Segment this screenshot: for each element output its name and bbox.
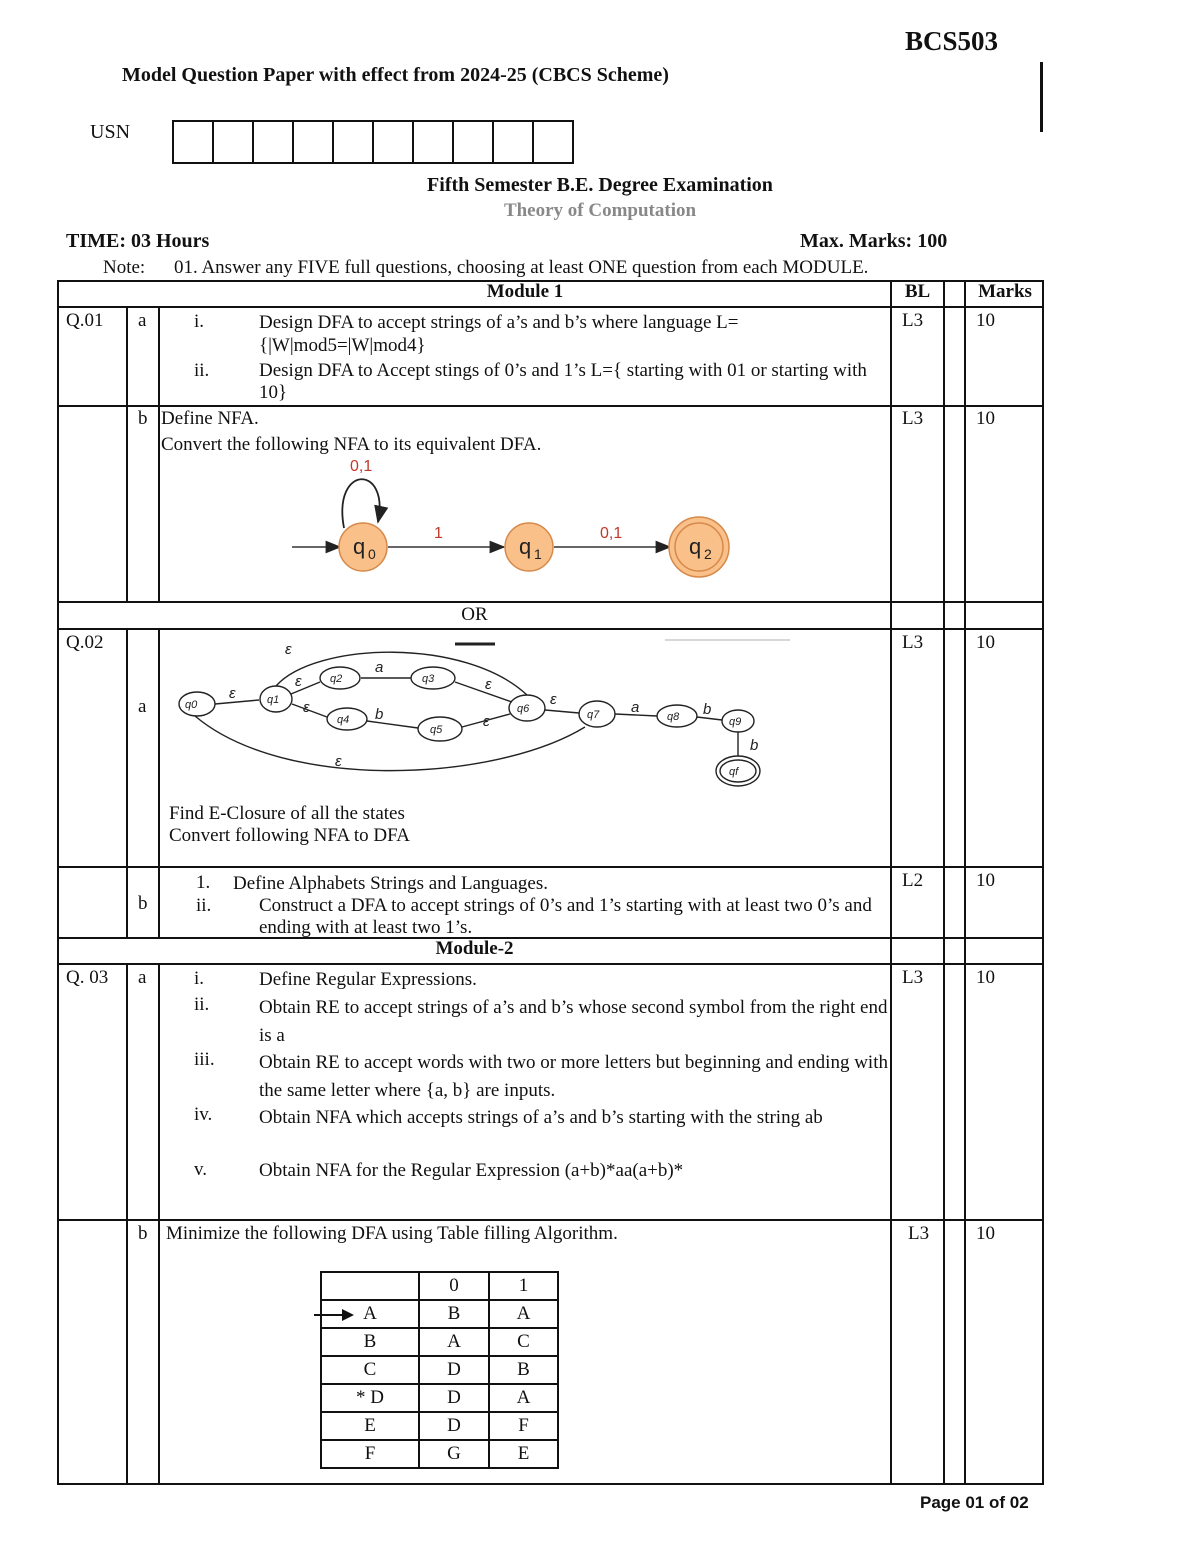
- bloom-level: L3: [902, 310, 924, 331]
- state-label: q4: [337, 714, 350, 726]
- col-divider: [126, 963, 128, 1485]
- marks-value: 10: [976, 310, 995, 331]
- sub-question-label: a: [138, 310, 147, 331]
- item-number: 1.: [196, 872, 211, 893]
- table-row: [321, 1300, 558, 1328]
- epsilon-label: ε: [303, 699, 310, 716]
- col-divider: [158, 628, 160, 938]
- row-divider: [57, 866, 1044, 868]
- epsilon-label: ε: [229, 685, 236, 702]
- row-divider: [57, 963, 1044, 965]
- col-divider: [158, 963, 160, 1485]
- usn-box: [454, 122, 494, 162]
- bloom-level: L3: [908, 1223, 930, 1244]
- edge: [455, 682, 512, 702]
- input-label: b: [750, 737, 759, 754]
- bl-heading: BL: [904, 281, 931, 302]
- col-divider: [890, 280, 892, 1485]
- table-cell: * D: [321, 1384, 419, 1412]
- state-label: q: [689, 534, 702, 559]
- epsilon-label: ε: [285, 641, 292, 658]
- epsilon-label: ε: [550, 691, 557, 708]
- sub-question-label: b: [138, 1223, 148, 1244]
- question-text: Minimize the following DFA using Table filling Algorithm.: [166, 1223, 618, 1244]
- state-label: q6: [517, 703, 530, 715]
- usn-box: [414, 122, 454, 162]
- col-divider: [943, 280, 945, 1485]
- state-label: q: [519, 534, 532, 559]
- epsilon-label: ε: [335, 753, 342, 770]
- table-cell: C: [489, 1328, 558, 1356]
- table-cell: F: [489, 1412, 558, 1440]
- question-text: Design DFA to accept strings of a’s and b’s where language L={|W|mod5=|W|mod4}: [259, 312, 739, 356]
- note-label: Note:: [103, 257, 146, 278]
- page-number: Page 01 of 02: [920, 1493, 1029, 1512]
- table-row: [321, 1440, 558, 1468]
- question-number: Q. 03: [66, 967, 109, 988]
- time-allowed: TIME: 03 Hours: [66, 230, 210, 252]
- epsilon-label: ε: [483, 713, 490, 730]
- item-number: ii.: [196, 895, 212, 916]
- usn-boxes: [172, 120, 574, 164]
- usn-box: [294, 122, 334, 162]
- bloom-level: L3: [902, 408, 924, 429]
- table-row: [321, 1356, 558, 1384]
- table-cell: 0: [419, 1272, 489, 1300]
- sub-question-label: a: [138, 696, 147, 717]
- question-text: Obtain NFA which accepts strings of a’s and b’s starting with the string ab: [259, 1107, 823, 1128]
- bloom-level: L3: [902, 632, 924, 653]
- question-text: Obtain NFA for the Regular Expression (a+b)*aa(a+b)*: [259, 1160, 684, 1181]
- state-label: q5: [430, 724, 443, 736]
- question-text: Obtain RE to accept words with two or more letters but beginning and ending with the same letter where {a, b} are inputs.: [259, 1052, 888, 1101]
- row-divider: [57, 601, 1044, 603]
- sub-question-label: a: [138, 967, 147, 988]
- usn-box: [334, 122, 374, 162]
- marks-value: 10: [976, 870, 995, 891]
- bloom-level: L2: [902, 870, 924, 891]
- item-number: v.: [194, 1159, 208, 1180]
- epsilon-nfa-diagram: [165, 632, 795, 800]
- input-label: b: [375, 706, 384, 723]
- state-label: q3: [422, 673, 435, 685]
- item-number: ii.: [194, 994, 210, 1015]
- usn-box: [214, 122, 254, 162]
- state-label: q: [353, 534, 366, 559]
- marks-heading: Marks: [978, 281, 1032, 302]
- table-cell: [321, 1272, 419, 1300]
- input-label: a: [631, 699, 640, 716]
- usn-box: [534, 122, 572, 162]
- table-cell: D: [419, 1356, 489, 1384]
- usn-box: [254, 122, 294, 162]
- state-subscript: 0: [368, 546, 376, 562]
- table-cell: D: [419, 1412, 489, 1440]
- usn-label: USN: [90, 121, 131, 143]
- usn-box: [374, 122, 414, 162]
- item-number: i.: [194, 311, 205, 332]
- table-row: [321, 1328, 558, 1356]
- table-cell: A: [489, 1300, 558, 1328]
- usn-box: [174, 122, 214, 162]
- usn-box: [494, 122, 534, 162]
- row-divider: [57, 1219, 1044, 1221]
- question-text: Find E-Closure of all the states: [169, 803, 405, 824]
- question-number: Q.01: [66, 310, 104, 331]
- item-number: i.: [194, 968, 205, 989]
- row-divider: [57, 628, 1044, 630]
- state-subscript: 1: [534, 546, 542, 562]
- exam-name: Fifth Semester B.E. Degree Examination: [427, 174, 773, 196]
- input-label: b: [703, 701, 712, 718]
- nfa-diagram: [280, 452, 750, 582]
- table-cell: E: [489, 1440, 558, 1468]
- item-number: iv.: [194, 1104, 213, 1125]
- state-label: qf: [729, 766, 739, 778]
- row-divider: [57, 405, 1044, 407]
- epsilon-label: ε: [485, 676, 492, 693]
- question-text: Obtain RE to accept strings of a’s and b’s whose second symbol from the right end is a: [259, 997, 888, 1046]
- table-cell: A: [321, 1300, 419, 1328]
- state-label: q0: [185, 699, 198, 711]
- table-cell: C: [321, 1356, 419, 1384]
- marks-value: 10: [976, 632, 995, 653]
- table-header-row: [321, 1272, 558, 1300]
- module-heading: Module 1: [486, 281, 564, 302]
- subject-name: Theory of Computation: [503, 200, 697, 221]
- table-row: [321, 1384, 558, 1412]
- transition-label: 1: [434, 525, 443, 542]
- epsilon-label: ε: [295, 673, 302, 690]
- state-label: q2: [330, 673, 343, 685]
- question-text: Design DFA to Accept stings of 0’s and 1’s L={ starting with 01 or starting with 10}: [259, 360, 867, 403]
- state-label: q1: [267, 694, 280, 706]
- note-text: 01. Answer any FIVE full questions, choosing at least ONE question from each MODULE.: [174, 257, 869, 278]
- sub-question-label: b: [138, 408, 148, 429]
- edge: [545, 710, 579, 713]
- marks-value: 10: [976, 967, 995, 988]
- question-text: Define Alphabets Strings and Languages.: [233, 873, 549, 894]
- table-cell: A: [419, 1328, 489, 1356]
- state-label: q7: [587, 709, 600, 721]
- col-divider: [126, 306, 128, 602]
- start-state-arrow: [312, 1308, 356, 1322]
- max-marks: Max. Marks: 100: [800, 230, 948, 252]
- table-cell: F: [321, 1440, 419, 1468]
- margin-bar: [1040, 62, 1043, 132]
- course-code: BCS503: [905, 26, 999, 56]
- self-loop-arrow: [342, 479, 379, 528]
- module-2-heading: Module-2: [435, 938, 514, 959]
- question-text: Define NFA.: [161, 408, 259, 429]
- loop-label: 0,1: [350, 458, 373, 475]
- marks-value: 10: [976, 1223, 995, 1244]
- table-cell: B: [489, 1356, 558, 1384]
- marks-value: 10: [976, 408, 995, 429]
- item-number: ii.: [194, 360, 210, 381]
- input-label: a: [375, 659, 384, 676]
- dfa-transition-table: [320, 1271, 559, 1469]
- table-cell: A: [489, 1384, 558, 1412]
- col-divider: [126, 628, 128, 938]
- or-separator: OR: [461, 604, 488, 625]
- col-divider: [964, 280, 966, 1485]
- edge: [215, 700, 259, 704]
- row-divider: [57, 306, 1044, 308]
- table-cell: E: [321, 1412, 419, 1440]
- table-row: [321, 1412, 558, 1440]
- sub-question-label: b: [138, 893, 148, 914]
- col-divider: [158, 306, 160, 602]
- state-label: q8: [667, 711, 680, 723]
- question-text: Construct a DFA to accept strings of 0’s and 1’s starting with at least two 0’s and ending with at least two 1’s.: [259, 895, 872, 938]
- question-text: Convert the following NFA to its equivalent DFA.: [161, 434, 542, 455]
- bloom-level: L3: [902, 967, 924, 988]
- item-number: iii.: [194, 1049, 215, 1070]
- question-text: Define Regular Expressions.: [259, 969, 477, 990]
- table-cell: D: [419, 1384, 489, 1412]
- paper-title: Model Question Paper with effect from 2024-25 (CBCS Scheme): [122, 64, 669, 86]
- state-subscript: 2: [704, 546, 712, 562]
- question-text: Convert following NFA to DFA: [169, 825, 411, 846]
- state-label: q9: [729, 716, 742, 728]
- transition-label: 0,1: [600, 525, 623, 542]
- table-cell: 1: [489, 1272, 558, 1300]
- question-number: Q.02: [66, 632, 104, 653]
- table-cell: B: [321, 1328, 419, 1356]
- table-cell: G: [419, 1440, 489, 1468]
- table-cell: B: [419, 1300, 489, 1328]
